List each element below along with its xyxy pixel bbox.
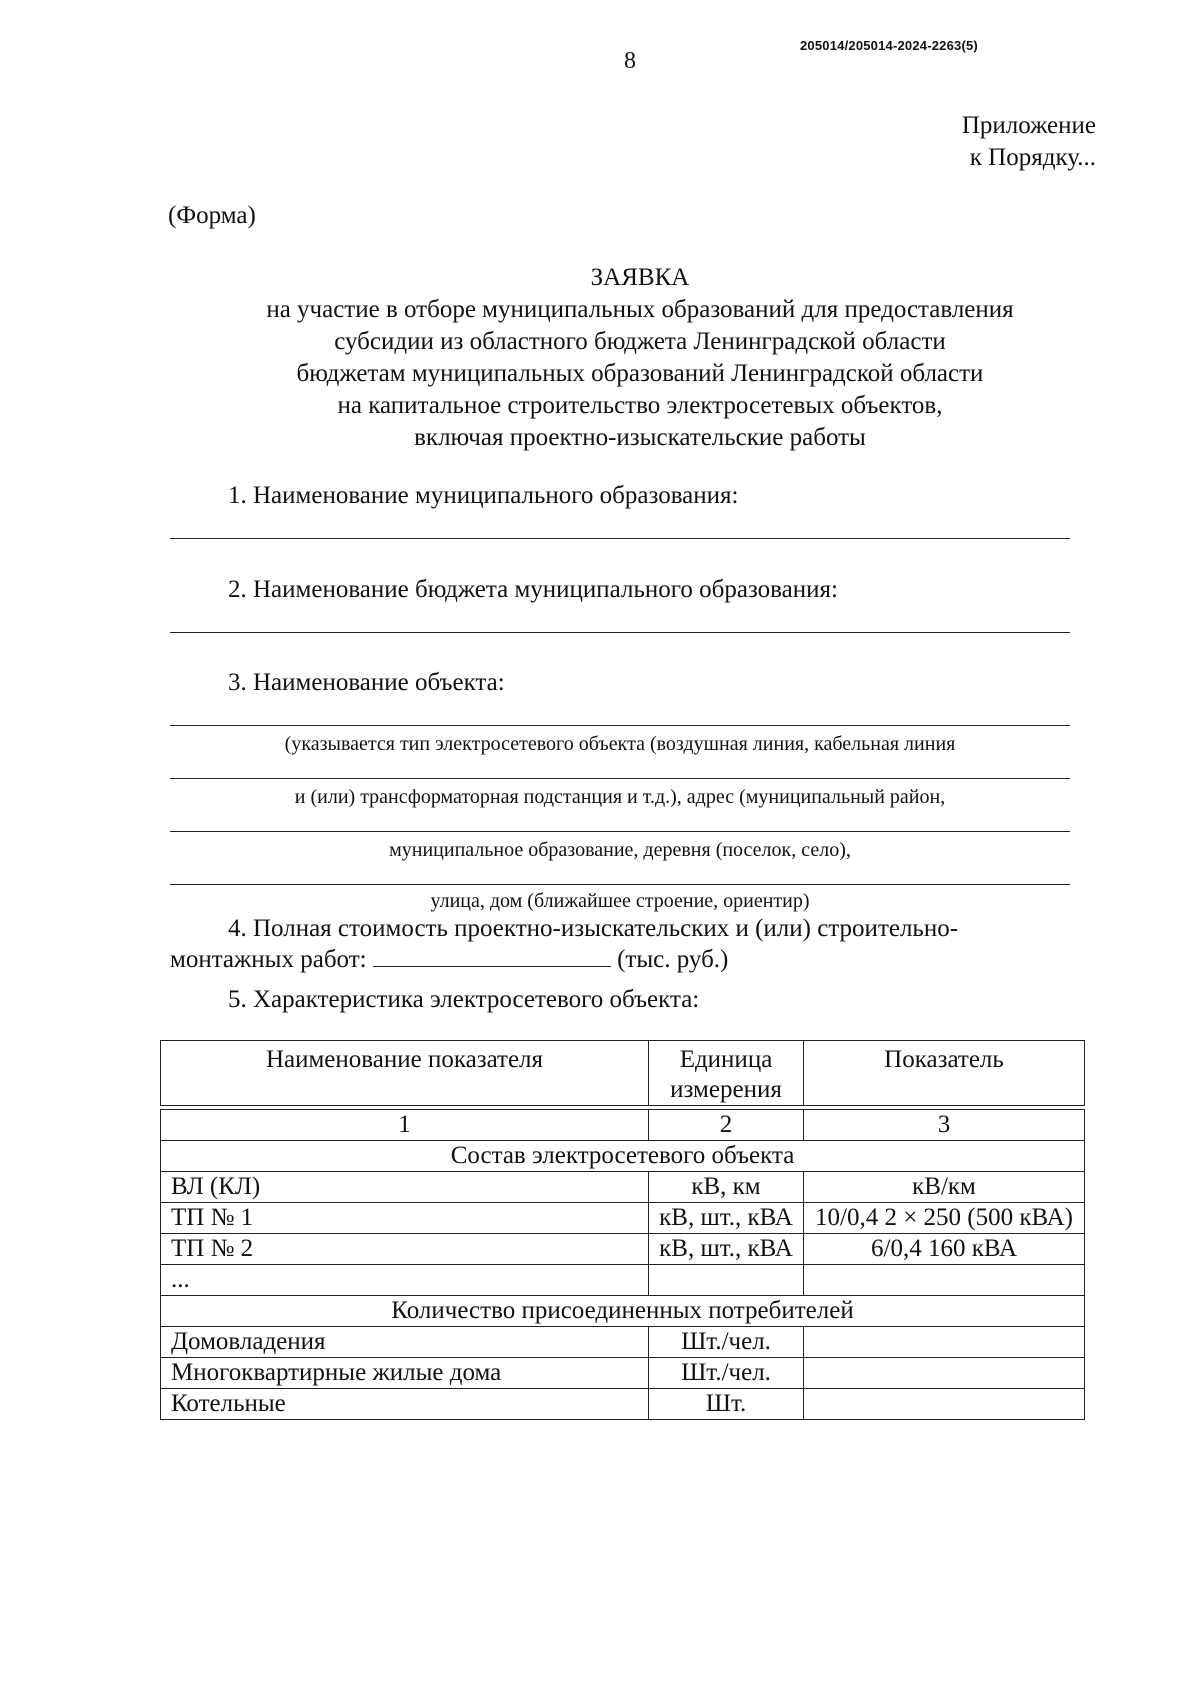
title-line: бюджетам муниципальных образований Ленинградской области [296, 360, 984, 387]
page-number: 8 [624, 48, 636, 74]
title-line: на капитальное строительство электросетевых объектов, [337, 392, 943, 419]
item-4-line-1: 4. Полная стоимость проектно-изыскательских и (или) строительно- [228, 915, 959, 942]
table-row [161, 1203, 1085, 1234]
row-name: ТП № 2 [161, 1234, 649, 1265]
table-row [161, 1265, 1085, 1296]
document-id: 205014/205014-2024-2263(5) [800, 38, 978, 53]
row-name: ТП № 1 [161, 1203, 649, 1234]
object-name-line[interactable] [170, 884, 1070, 885]
table-row [161, 1327, 1085, 1358]
item-4-unit: (тыс. руб.) [617, 946, 729, 973]
appendix-line-1: Приложение [961, 112, 1096, 139]
section-title: Состав электросетевого объекта [161, 1141, 1085, 1172]
row-unit: кВ, шт., кВА [649, 1203, 804, 1234]
title-line: субсидии из областного бюджета Ленинградской области [334, 328, 946, 355]
object-hint: муниципальное образование, деревня (поселок, село), [389, 839, 851, 861]
header-value: Показатель [804, 1041, 1085, 1106]
header-name: Наименование показателя [161, 1041, 649, 1106]
cost-input-line[interactable] [373, 946, 611, 967]
row-unit: Шт./чел. [649, 1327, 804, 1358]
item-4-line-2 [170, 944, 1070, 975]
item-1-label: 1. Наименование муниципального образования: [228, 482, 739, 509]
municipality-name-line[interactable] [170, 538, 1070, 539]
row-value[interactable] [804, 1327, 1085, 1358]
item-5-label: 5. Характеристика электросетевого объекта: [228, 986, 700, 1013]
row-value[interactable]: 10/0,4 2 × 250 (500 кВА) [804, 1203, 1085, 1234]
object-name-line[interactable] [170, 831, 1070, 832]
row-unit: Шт./чел. [649, 1358, 804, 1389]
item-4-paragraph [170, 913, 1070, 975]
row-name: ... [161, 1265, 649, 1296]
title-block [160, 262, 1120, 454]
budget-name-line[interactable] [170, 632, 1070, 633]
row-unit [649, 1265, 804, 1296]
section-row [161, 1296, 1085, 1327]
characteristics-table [160, 1040, 1085, 1420]
object-hint: (указывается тип электросетевого объекта (воздушная линия, кабельная линия [284, 733, 956, 755]
row-unit: Шт. [649, 1389, 804, 1420]
row-name: Многоквартирные жилые дома [161, 1358, 649, 1389]
object-name-line[interactable] [170, 778, 1070, 779]
column-number: 1 [161, 1110, 649, 1141]
row-value[interactable]: кВ/км [804, 1172, 1085, 1203]
row-value[interactable] [804, 1265, 1085, 1296]
title-heading: ЗАЯВКА [590, 264, 690, 291]
column-number: 2 [649, 1110, 804, 1141]
appendix-reference [962, 110, 1096, 174]
item-2-label: 2. Наименование бюджета муниципального образования: [228, 576, 838, 603]
form-label: (Форма) [168, 202, 256, 229]
title-line: на участие в отборе муниципальных образований для предоставления [266, 296, 1014, 323]
section-title: Количество присоединенных потребителей [161, 1296, 1085, 1327]
row-value[interactable] [804, 1389, 1085, 1420]
object-hint: и (или) трансформаторная подстанция и т.д.), адрес (муниципальный район, [294, 786, 946, 808]
title-line: включая проектно-изыскательские работы [414, 424, 866, 451]
table-row [161, 1234, 1085, 1265]
table-row [161, 1358, 1085, 1389]
row-value[interactable]: 6/0,4 160 кВА [804, 1234, 1085, 1265]
object-name-line[interactable] [170, 725, 1070, 726]
header-unit: Единица измерения [649, 1041, 804, 1106]
row-name: ВЛ (КЛ) [161, 1172, 649, 1203]
column-number: 3 [804, 1110, 1085, 1141]
column-number-row [161, 1110, 1085, 1141]
table-header-row [161, 1041, 1085, 1106]
row-unit: кВ, км [649, 1172, 804, 1203]
table-row [161, 1172, 1085, 1203]
row-name: Котельные [161, 1389, 649, 1420]
row-unit: кВ, шт., кВА [649, 1234, 804, 1265]
appendix-line-2: к Порядку... [969, 144, 1096, 171]
table-row [161, 1389, 1085, 1420]
row-name: Домовладения [161, 1327, 649, 1358]
object-hint: улица, дом (ближайшее строение, ориентир) [430, 890, 810, 912]
row-value[interactable] [804, 1358, 1085, 1389]
item-3-label: 3. Наименование объекта: [228, 669, 505, 696]
item-4-continuation: монтажных работ: [170, 946, 367, 973]
section-row [161, 1141, 1085, 1172]
